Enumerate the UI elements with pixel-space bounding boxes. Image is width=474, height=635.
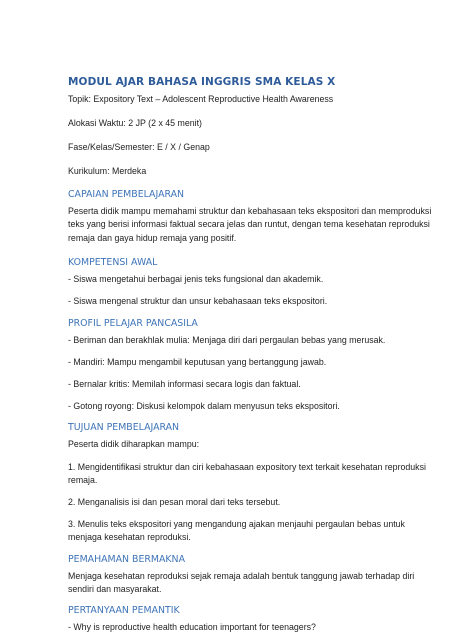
section-heading-kompetensi: KOMPETENSI AWAL	[68, 257, 158, 269]
tujuan-intro: Peserta didik diharapkan mampu:	[68, 439, 200, 450]
section-heading-profil: PROFIL PELAJAR PANCASILA	[68, 317, 198, 329]
section-heading-capaian: CAPAIAN PEMBELAJARAN	[68, 189, 185, 200]
document-title: MODUL AJAR BAHASA INGGRIS SMA KELAS X	[68, 76, 336, 88]
profil-item: - Beriman dan berakhlak mulia: Menjaga diri dari pergaulan bebas yang merusak.	[68, 334, 386, 345]
section-heading-pemahaman: PEMAHAMAN BERMAKNA	[68, 553, 185, 565]
section-heading-pertanyaan: PERTANYAAN PEMANTIK	[68, 605, 180, 617]
kompetensi-item: - Siswa mengenal struktur dan unsur kebahasaan teks ekspositori.	[68, 296, 328, 307]
pemahaman-paragraph: Menjaga kesehatan reproduksi sejak remaja adalah bentuk tanggung jawab terhadap diri sendiri dan masyarakat.	[68, 570, 415, 595]
capaian-paragraph: Peserta didik mampu memahami struktur dan kebahasaan teks ekspositori dan memproduksi teks yang berisi informasi faktual secara jelas dan runtut, dengan tema kesehatan reproduksi remaja dan gaya hidup remaja yang positif.	[68, 206, 432, 243]
profil-item: - Bernalar kritis: Memilah informasi secara logis dan faktual.	[68, 379, 301, 390]
tujuan-item: 2. Menganalisis isi dan pesan moral dari teks tersebut.	[68, 497, 281, 508]
topic-line: Topik: Expository Text – Adolescent Reproductive Health Awareness	[68, 94, 334, 104]
kompetensi-item: - Siswa mengetahui berbagai jenis teks fungsional dan akademik.	[68, 274, 324, 285]
tujuan-item: 3. Menulis teks ekspositori yang mengandung ajakan menjauhi pergaulan bebas untuk menjaga kesehatan reproduksi.	[68, 519, 405, 543]
pertanyaan-item: - Why is reproductive health education important for teenagers?	[68, 622, 316, 633]
phase-class-semester-line: Fase/Kelas/Semester: E / X / Genap	[68, 142, 210, 152]
profil-item: - Mandiri: Mampu mengambil keputusan yang bertanggung jawab.	[68, 356, 327, 367]
tujuan-item: 1. Mengidentifikasi struktur dan ciri kebahasaan expository text terkait kesehatan reproduksi remaja.	[68, 461, 426, 485]
time-allocation-line: Alokasi Waktu: 2 JP (2 x 45 menit)	[68, 118, 202, 128]
curriculum-line: Kurikulum: Merdeka	[68, 166, 147, 176]
profil-item: - Gotong royong: Diskusi kelompok dalam menyusun teks ekspositori.	[68, 401, 340, 412]
section-heading-tujuan: TUJUAN PEMBELAJARAN	[68, 422, 180, 434]
